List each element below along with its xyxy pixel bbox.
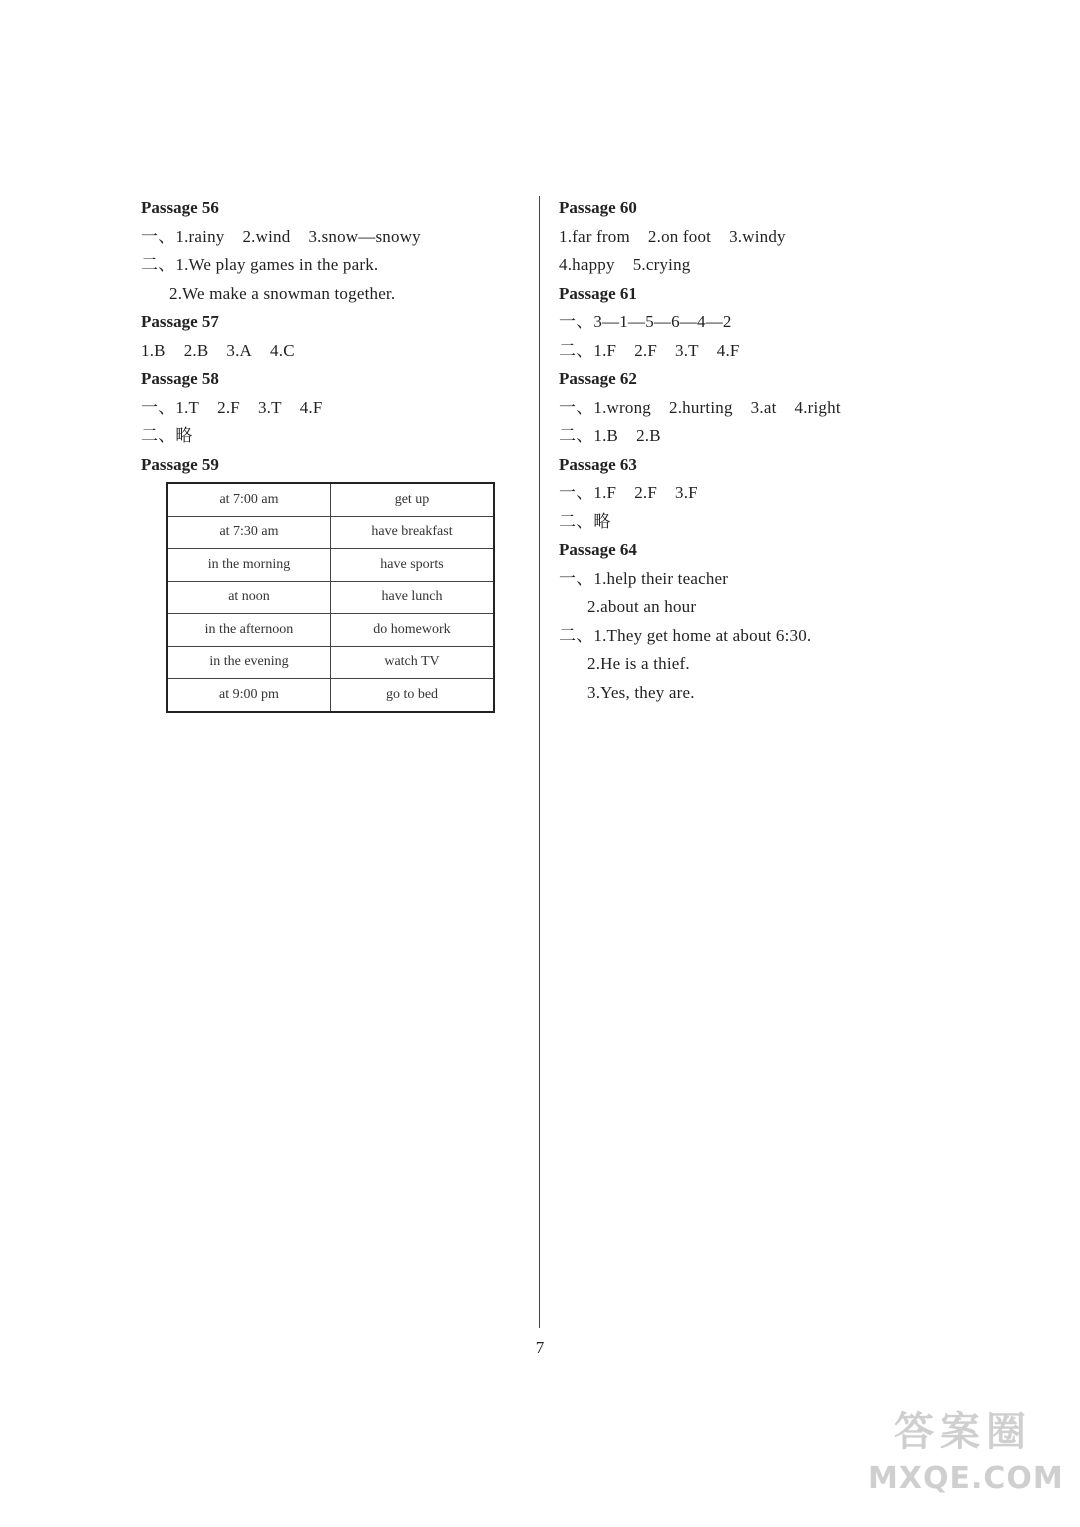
table-row [167,483,494,516]
activity-cell: have breakfast [331,516,495,549]
answer-item: 2.wind [242,226,291,246]
answer-item: 2.He is a thief. [587,654,690,673]
answer-item: 2.We make a snowman together. [169,283,396,303]
table-row [167,581,494,614]
answer-line [141,251,521,280]
watermark-logo [868,1405,1064,1515]
answer-item: 二、略 [559,511,611,531]
passage-heading: Passage 63 [559,454,637,474]
answer-line [559,308,959,337]
activity-cell: get up [331,483,495,516]
answer-item: 3.F [675,483,698,502]
answer-line [141,223,521,252]
passage-heading: Passage 60 [559,198,637,217]
answer-item: 2.B [636,426,661,445]
passage-heading: Passage 57 [141,312,219,331]
answer-item: 2.F [634,483,658,502]
activity-cell: watch TV [331,646,495,679]
time-cell: in the morning [167,549,331,582]
time-cell: at 9:00 pm [167,679,331,712]
left-answer-column [141,194,521,479]
answer-item: 4.right [794,397,841,417]
answer-line [141,337,521,366]
answer-item: 二、1.They get home at about 6:30. [559,625,812,645]
watermark-top-text: 答案圈 [894,1409,1032,1455]
passage-heading: Passage 56 [141,198,219,217]
table-row [167,679,494,712]
answer-line [559,479,959,508]
activity-cell: do homework [331,614,495,647]
answer-item: 3.A [226,340,253,360]
answer-line [559,650,959,679]
answer-item: 3.T [257,397,282,417]
passage-heading: Passage 58 [141,369,219,388]
table-row [167,614,494,647]
right-answer-column [559,194,959,707]
time-cell: in the evening [167,646,331,679]
answer-item: 2.on foot [647,226,712,246]
activity-cell: have lunch [331,581,495,614]
answer-item: 4.C [270,340,295,360]
answer-line [559,251,959,280]
answer-line [559,508,959,537]
answer-item: 2.F [634,340,658,360]
answer-line [559,593,959,622]
answer-item: 一、1.rainy [141,226,225,246]
answer-line [559,337,959,366]
answer-item: 二、1.B [559,426,619,445]
answer-item: 2.about an hour [587,597,697,616]
answer-line [141,394,521,423]
answer-item: 一、1.F [559,483,617,502]
answer-line [559,394,959,423]
time-cell: in the afternoon [167,614,331,647]
answer-item: 3.snow—snowy [308,226,421,246]
answer-item: 二、略 [141,426,193,445]
passage-heading: Passage 62 [559,369,637,388]
page-number: 7 [535,1338,545,1357]
answer-item: 一、1.help their teacher [559,568,729,588]
answer-line [559,679,959,708]
time-cell: at 7:00 am [167,483,331,516]
passage-heading: Passage 59 [141,454,219,474]
passage-59-schedule-table [166,482,495,713]
answer-item: 二、1.F [559,340,617,360]
answer-item: 一、3—1—5—6—4—2 [559,312,732,331]
table-row [167,516,494,549]
answer-item: 1.B [141,340,166,360]
answer-line [141,422,521,451]
activity-cell: have sports [331,549,495,582]
answer-item: 4.happy [559,255,615,274]
activity-cell: go to bed [331,679,495,712]
column-divider [539,196,540,1328]
passage-heading: Passage 61 [559,283,637,303]
answer-item: 5.crying [632,255,691,274]
answer-item: 一、1.wrong [559,397,651,417]
answer-line [559,565,959,594]
time-cell: at 7:30 am [167,516,331,549]
answer-item: 1.far from [559,226,630,246]
answer-item: 3.at [750,397,777,417]
passage-heading: Passage 64 [559,540,637,559]
answer-line [559,223,959,252]
answer-item: 3.T [675,340,699,360]
answer-item: 2.B [183,340,209,360]
table-row [167,549,494,582]
answer-item: 2.F [217,397,240,417]
table-row [167,646,494,679]
answer-item: 4.F [299,397,323,417]
answer-line [141,280,521,309]
answer-item: 2.hurting [669,397,733,417]
time-cell: at noon [167,581,331,614]
answer-item: 一、1.T [141,397,200,417]
answer-line [559,422,959,451]
answer-item: 二、1.We play games in the park. [141,255,379,274]
watermark-bottom-text: MXQE.COM [868,1461,1064,1496]
answer-line [559,622,959,651]
answer-item: 4.F [716,340,740,360]
answer-item: 3.Yes, they are. [587,682,695,702]
answer-item: 3.windy [729,226,786,246]
